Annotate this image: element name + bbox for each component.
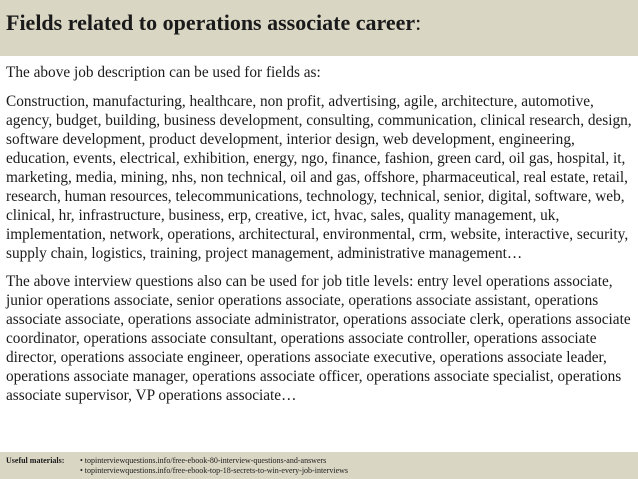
- footer-links: [80, 456, 348, 476]
- page-title-colon: :: [415, 10, 422, 35]
- page-title-text: Fields related to operations associate career: [6, 10, 416, 35]
- footer-link-1[interactable]: • topinterviewquestions.info/free-ebook-80-interview-questions-and-answers: [80, 456, 327, 465]
- page-title: [6, 10, 638, 36]
- slide-body: [6, 63, 634, 414]
- intro-text: The above job description can be used for fields as:: [6, 64, 321, 81]
- footer-bar: [0, 452, 638, 479]
- footer-label: Useful materials:: [6, 456, 65, 465]
- title-bar: [0, 0, 638, 56]
- job-levels-paragraph: The above interview questions also can be used for job title levels: entry level operations associate, junior operations associate, senior operations associate, operations associate assistant, operations associate associate, operations associate administrator, operations associate clerk, operations associate coordinator, operations associate consultant, operations associate controller, operations associate director, operations associate engineer, operations associate executive, operations associate leader, operations associate manager, operations associate officer, operations associate specialist, operations associate supervisor, VP operations associate…: [6, 273, 631, 404]
- fields-paragraph: Construction, manufacturing, healthcare, non profit, advertising, agile, architecture, automotive, agency, budget, building, business development, consulting, communication, clinical research, design, software development, product development, interior design, web development, engineering, education, events, electrical, exhibition, energy, ngo, finance, fashion, green card, oil gas, hospital, it, marketing, media, mining, nhs, non technical, oil and gas, offshore, pharmaceutical, real estate, retail, research, human resources, telecommunications, technology, technical, senior, digital, software, web, clinical, hr, infrastructure, business, erp, creative, ict, hvac, sales, quality management, uk, implementation, network, operations, architectural, environmental, crm, website, interactive, security, supply chain, logistics, training, project management, administrative management…: [6, 93, 632, 262]
- footer-link-2[interactable]: • topinterviewquestions.info/free-ebook-top-18-secrets-to-win-every-job-interviews: [80, 466, 349, 475]
